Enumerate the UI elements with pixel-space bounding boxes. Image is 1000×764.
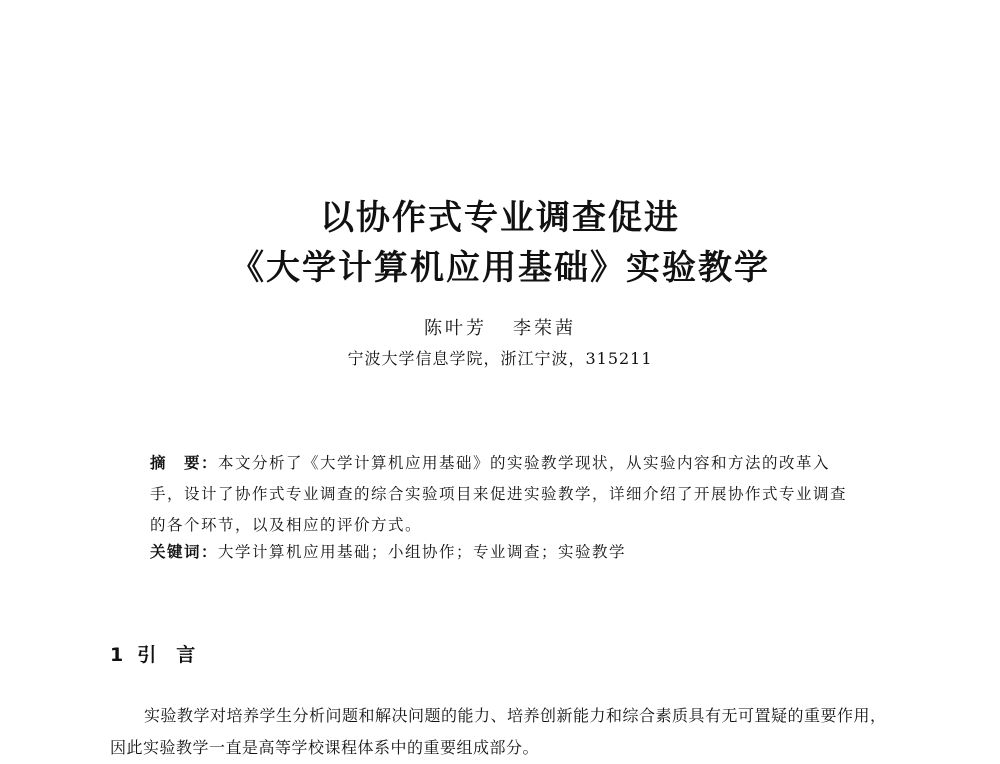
author-name: 李荣茜 xyxy=(513,318,576,339)
section-title: 引言 xyxy=(137,644,216,666)
section-number: 1 xyxy=(110,644,124,666)
paper-title-line-1: 以协作式专业调查促进 xyxy=(320,198,680,238)
abstract xyxy=(150,448,850,541)
abstract-text: 本文分析了《大学计算机应用基础》的实验教学现状，从实验内容和方法的改革入手，设计了协作式专业调查的综合实验项目来促进实验教学，详细介绍了开展协作式专业调查的各个环节，以及相应的评价方式。 xyxy=(150,454,848,534)
affiliation: 宁波大学信息学院，浙江宁波，315211 xyxy=(347,349,653,368)
keywords xyxy=(150,540,850,562)
section-heading xyxy=(110,640,215,667)
author-name: 陈叶芳 xyxy=(424,318,487,339)
paper-title-line-2: 《大学计算机应用基础》实验教学 xyxy=(230,248,770,288)
keywords-label: 关键词： xyxy=(150,543,219,561)
abstract-label: 摘 要： xyxy=(150,454,219,472)
keywords-text: 大学计算机应用基础；小组协作；专业调查；实验教学 xyxy=(218,543,627,561)
author-list xyxy=(0,314,1000,340)
body-paragraph: 实验教学对培养学生分析问题和解决问题的能力、培养创新能力和综合素质具有无可置疑的重要作用，因此实验教学一直是高等学校课程体系中的重要组成部分。 xyxy=(110,706,887,757)
